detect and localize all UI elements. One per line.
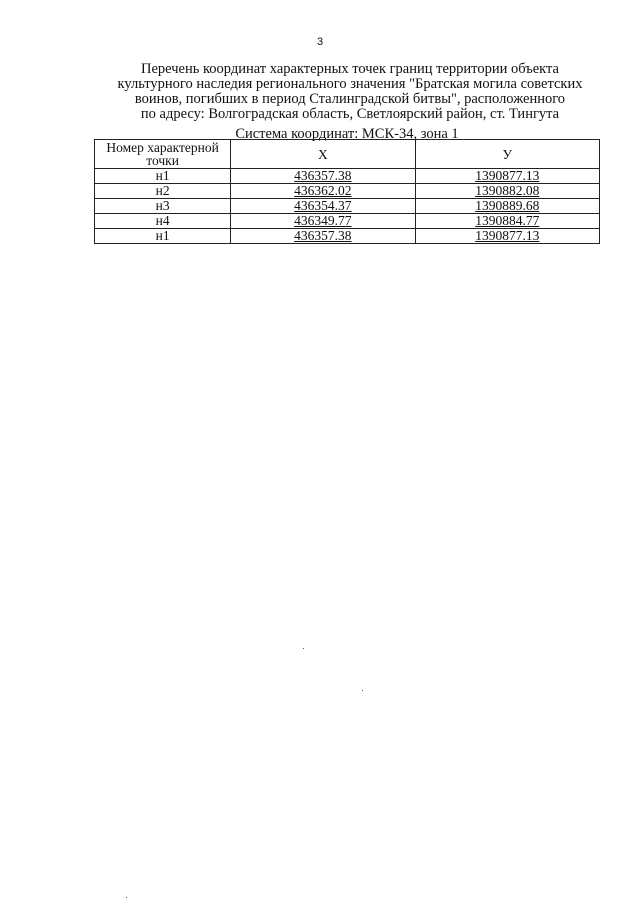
document-title [80,62,620,122]
table-row [95,199,600,214]
title-line: Перечень координат характерных точек границ территории объекта [141,61,559,77]
cell-x: 436362.02 [231,184,415,199]
cell-y: 1390889.68 [415,199,599,214]
cell-point: н2 [95,184,231,199]
title-line: по адресу: Волгоградская область, Светлоярский район, ст. Тингута [140,106,560,122]
cell-point: н1 [95,229,231,244]
scan-speck [303,648,304,649]
title-line: воинов, погибших в период Сталинградской битвы", расположенного [134,91,566,107]
table-row [95,214,600,229]
cell-x: 436357.38 [231,229,415,244]
cell-y: 1390877.13 [415,169,599,184]
cell-point: н1 [95,169,231,184]
header-x: X [231,140,415,169]
coordinates-table [94,139,600,244]
cell-x: 436349.77 [231,214,415,229]
scan-speck [362,690,363,691]
header-y: У [415,140,599,169]
header-point-number: Номер характерной точки [95,140,231,169]
page-number: 3 [316,36,324,48]
table-header-row [95,140,600,169]
coordinate-system-caption: Система координат: МСК-34, зона 1 [235,126,459,142]
cell-y: 1390882.08 [415,184,599,199]
table-row [95,184,600,199]
table-row [95,229,600,244]
title-line: культурного наследия регионального значения "Братская могила советских [117,76,583,92]
cell-x: 436354.37 [231,199,415,214]
table-row [95,169,600,184]
scan-speck [126,897,127,898]
cell-x: 436357.38 [231,169,415,184]
cell-point: н3 [95,199,231,214]
cell-point: н4 [95,214,231,229]
cell-y: 1390877.13 [415,229,599,244]
cell-y: 1390884.77 [415,214,599,229]
